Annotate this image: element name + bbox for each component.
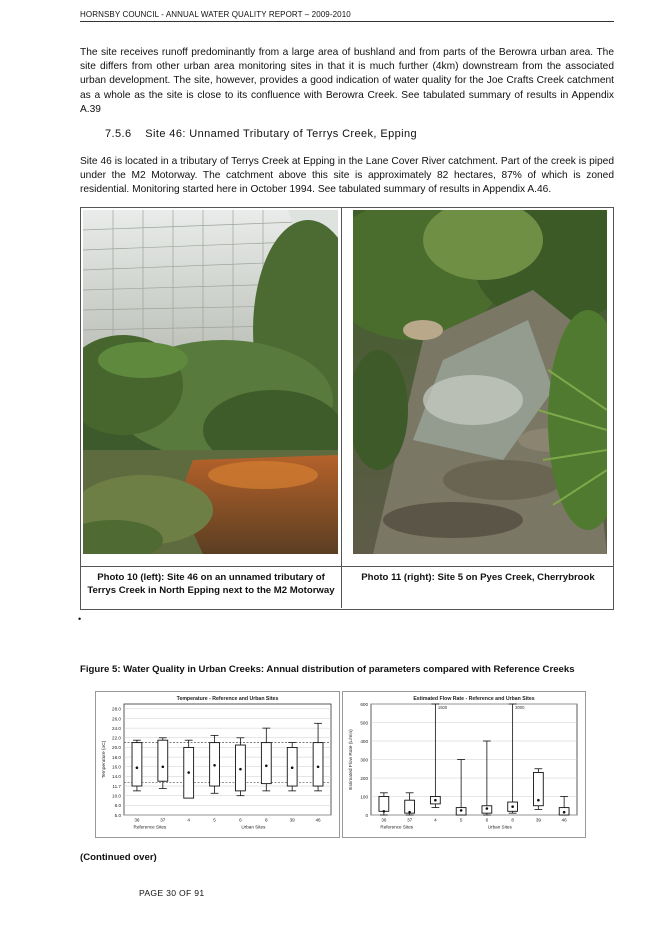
temperature-chart-title: Temperature - Reference and Urban Sites xyxy=(176,696,279,702)
flow-mean-point xyxy=(383,810,386,813)
flow-mean-point xyxy=(460,809,463,812)
temperature-box xyxy=(132,743,142,786)
flow-mean-point xyxy=(408,811,411,814)
list-bullet: • xyxy=(78,614,82,624)
page-header: HORNSBY COUNCIL - ANNUAL WATER QUALITY REPORT – 2009-2010 xyxy=(80,10,614,22)
photo-table-caption-divider xyxy=(80,566,614,567)
flow-y-tick-label: 300 xyxy=(360,757,368,763)
temperature-y-tick-label: 16.0 xyxy=(112,764,121,770)
temperature-x-tick-label: 5 xyxy=(213,817,216,823)
flow-y-tick-label: 100 xyxy=(360,794,368,800)
temperature-mean-point xyxy=(317,765,320,768)
flow-y-tick-label: 0 xyxy=(365,812,368,818)
flow-y-tick-label: 600 xyxy=(360,701,368,707)
flow-y-tick-label: 200 xyxy=(360,775,368,781)
photo-caption-left: Photo 10 (left): Site 46 on an unnamed tributary of Terrys Creek in North Epping next to the M2 Motorway xyxy=(87,572,335,596)
temperature-group-label: Urban Sites xyxy=(241,824,266,830)
temperature-x-tick-label: 39 xyxy=(289,817,295,823)
section-heading xyxy=(105,128,417,140)
temperature-mean-point xyxy=(265,764,268,767)
flow-mean-point xyxy=(434,799,437,802)
flow-x-tick-label: 5 xyxy=(459,817,463,823)
flow-x-tick-label: 46 xyxy=(561,817,567,823)
flow-x-tick-label: 36 xyxy=(381,817,387,823)
photo-site-5 xyxy=(353,210,607,554)
temperature-mean-point xyxy=(162,765,165,768)
temperature-x-tick-label: 46 xyxy=(315,817,321,823)
flow-x-tick-label: 8 xyxy=(511,817,514,823)
temperature-group-label: Reference Sites xyxy=(133,824,167,830)
paragraph-site-46: Site 46 is located in a tributary of Terrys Creek at Epping in the Lane Cover River catchment. Part of the creek is piped under the M2 Motorway. The catchment above this site is approximately 82 hectares, 87% of which is zoned residential. Monitoring started here in October 1994. See tabulated summary of results in Appendix A.46. xyxy=(80,156,614,196)
flow-box xyxy=(379,797,389,812)
flow-x-tick-label: 4 xyxy=(434,817,437,823)
temperature-boxplot xyxy=(95,691,340,838)
flow-y-tick-label: 400 xyxy=(360,738,368,744)
temperature-chart-svg xyxy=(96,692,339,837)
temperature-box xyxy=(261,743,271,784)
temperature-x-tick-label: 4 xyxy=(187,817,190,823)
flow-rate-boxplot xyxy=(342,691,586,838)
photo-site-46 xyxy=(83,210,338,554)
photo-table-divider xyxy=(341,207,342,608)
flow-mean-point xyxy=(563,811,566,814)
temperature-y-tick-label: 24.0 xyxy=(112,725,121,731)
temperature-y-tick-label: 28.0 xyxy=(112,706,121,712)
flow-x-tick-label: 39 xyxy=(535,817,541,823)
temperature-y-tick-label: 20.0 xyxy=(112,745,121,751)
flow-x-tick-label: 37 xyxy=(407,817,413,823)
flow-chart-title: Estimated Flow Rate - Reference and Urban Sites xyxy=(413,696,535,702)
temperature-x-tick-label: 37 xyxy=(160,817,166,823)
paragraph-site-intro: The site receives runoff predominantly from a large area of bushland and from parts of the Berowra urban area. The site differs from other urban area monitoring sites in that it is much further (4km) downstream from the associated urban development. The site, however, provides a good indication of water quality for the Joe Crafts Creek catchment as a whole as the site is close to its confluence with Berowra Creek. See tabulated summary of results in Appendix A.39 xyxy=(80,47,614,115)
temperature-plot-frame xyxy=(124,704,331,815)
temperature-y-tick-label: 10.0 xyxy=(112,793,121,799)
page-number: 30 xyxy=(166,888,177,898)
flow-group-label: Reference Sites xyxy=(380,824,414,830)
temperature-x-tick-label: 36 xyxy=(134,817,140,823)
flow-y-tick-label: 500 xyxy=(360,720,368,726)
total-pages: 91 xyxy=(194,888,205,898)
flow-x-tick-label: 6 xyxy=(485,817,489,823)
temperature-y-tick-label: 22.0 xyxy=(112,735,121,741)
flow-annotation: 1500 xyxy=(437,705,448,710)
figure-title: Figure 5: Water Quality in Urban Creeks: Annual distribution of parameters compared with Reference Creeks xyxy=(80,664,575,675)
temperature-mean-point xyxy=(213,764,216,767)
temperature-mean-point xyxy=(239,768,242,771)
temperature-y-tick-label: 11.7 xyxy=(112,783,121,789)
flow-annotation: 3000 xyxy=(515,705,525,710)
temperature-box xyxy=(158,740,168,781)
temperature-y-tick-label: 14.0 xyxy=(112,774,121,780)
temperature-y-tick-label: 5.0 xyxy=(114,812,121,818)
flow-rate-chart-svg xyxy=(343,692,585,837)
temperature-mean-point xyxy=(291,766,294,769)
temperature-y-tick-label: 18.0 xyxy=(112,754,121,760)
temperature-y-tick-label: 26.0 xyxy=(112,716,121,722)
flow-group-label: Urban Sites xyxy=(487,824,512,830)
flow-y-axis-label: Estimated Flow Rate (L/min) xyxy=(349,729,354,790)
temperature-x-tick-label: 6 xyxy=(239,817,242,823)
flow-mean-point xyxy=(537,799,540,802)
temperature-y-tick-label: 8.0 xyxy=(114,803,121,809)
flow-mean-point xyxy=(486,807,489,810)
section-number: 7.5.6 xyxy=(105,128,132,140)
temperature-mean-point xyxy=(187,771,190,774)
temperature-y-axis-label: Temperature (oC) xyxy=(102,740,107,779)
continued-note: (Continued over) xyxy=(80,852,157,863)
flow-mean-point xyxy=(511,805,514,808)
page-footer xyxy=(139,888,204,898)
temperature-x-tick-label: 8 xyxy=(265,817,268,823)
temperature-box xyxy=(313,743,323,786)
of-word: OF xyxy=(179,888,192,898)
page-word: PAGE xyxy=(139,888,164,898)
photo-caption-right: Photo 11 (right): Site 5 on Pyes Creek, Cherrybrook xyxy=(361,572,595,583)
section-title: Site 46: Unnamed Tributary of Terrys Creek, Epping xyxy=(145,128,417,140)
temperature-mean-point xyxy=(136,766,139,769)
